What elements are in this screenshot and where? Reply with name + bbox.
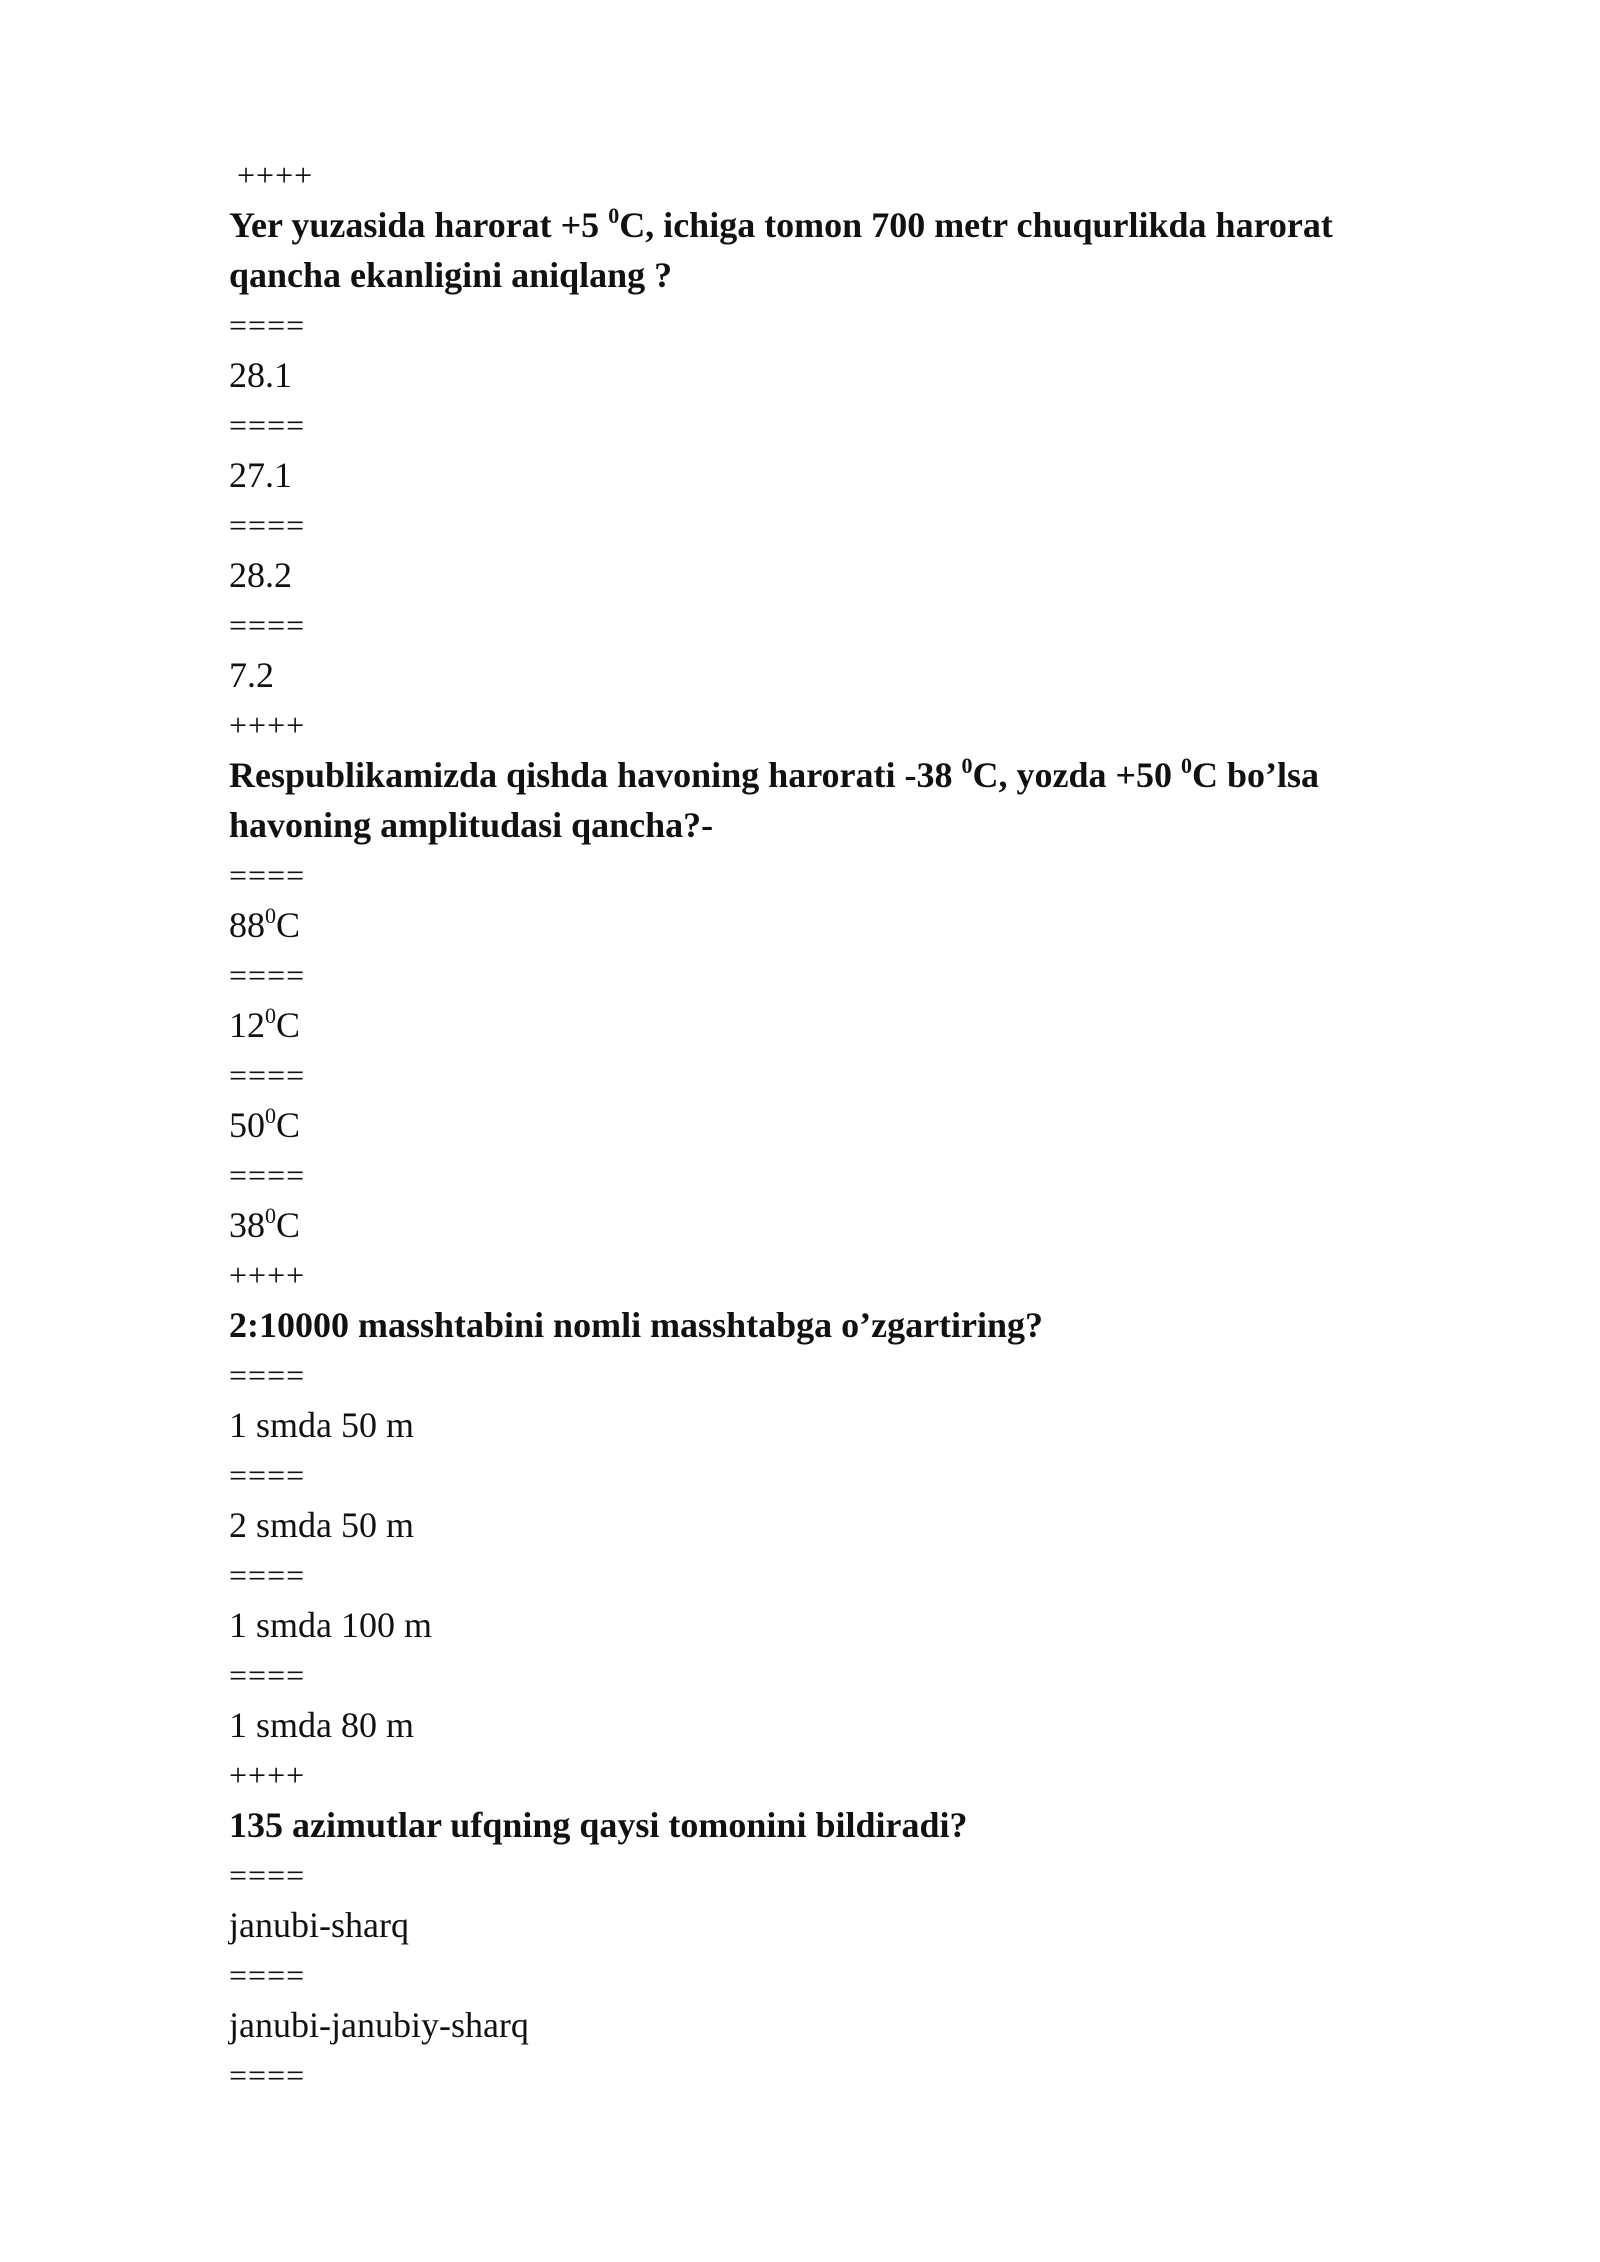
- question-line: [229, 1800, 1409, 1850]
- option-separator: ====: [229, 1057, 306, 1093]
- text-run: janubi-janubiy-sharq: [229, 2005, 529, 2045]
- question-separator: ++++: [229, 1757, 306, 1793]
- text-run: C: [276, 1205, 301, 1245]
- text-run: C, ichiga tomon 700 metr chuqurlikda harorat: [619, 205, 1333, 245]
- answer-option: [229, 2000, 1409, 2050]
- answer-option: [229, 1400, 1409, 1450]
- text-run: 28.2: [229, 555, 292, 595]
- superscript-degree: 0: [265, 1003, 276, 1028]
- document-page: [229, 150, 1409, 2100]
- answer-option: [229, 350, 1409, 400]
- text-run: C: [276, 1005, 301, 1045]
- superscript-degree: 0: [265, 1103, 276, 1128]
- question-text: [229, 750, 1409, 850]
- text-run: 28.1: [229, 355, 292, 395]
- answer-option: [229, 1600, 1409, 1650]
- text-run: C, yozda +50: [972, 755, 1182, 795]
- question-line: [229, 250, 1409, 300]
- text-run: 50: [229, 1105, 265, 1145]
- answer-option: [229, 1100, 1409, 1150]
- text-run: 1 smda 80 m: [229, 1705, 414, 1745]
- option-separator: ====: [229, 857, 306, 893]
- text-run: qancha ekanligini aniqlang ?: [229, 255, 673, 295]
- answer-option: [229, 1700, 1409, 1750]
- superscript-degree: 0: [1181, 753, 1193, 778]
- question-text: [229, 1800, 1409, 1850]
- option-separator: ====: [229, 957, 306, 993]
- answer-option: [229, 1900, 1409, 1950]
- superscript-degree: 0: [608, 203, 620, 228]
- option-separator: ====: [229, 407, 306, 443]
- question-line: [229, 1300, 1409, 1350]
- text-run: 27.1: [229, 455, 292, 495]
- text-run: 38: [229, 1205, 265, 1245]
- answer-option: [229, 650, 1409, 700]
- text-run: C: [276, 1105, 301, 1145]
- superscript-degree: 0: [265, 1203, 276, 1228]
- text-run: C bo’lsa: [1192, 755, 1320, 795]
- option-separator: ====: [229, 607, 306, 643]
- option-separator: ====: [229, 1657, 306, 1693]
- text-run: janubi-sharq: [229, 1905, 409, 1945]
- option-separator: ====: [229, 1357, 306, 1393]
- text-run: 135 azimutlar ufqning qaysi tomonini bildiradi?: [229, 1805, 968, 1845]
- question-text: [229, 1300, 1409, 1350]
- option-separator: ====: [229, 507, 306, 543]
- answer-option: [229, 1500, 1409, 1550]
- question-line: [229, 200, 1409, 250]
- text-run: 1 smda 50 m: [229, 1405, 414, 1445]
- question-separator: ++++: [229, 1257, 306, 1293]
- text-run: 88: [229, 905, 265, 945]
- question-line: [229, 800, 1409, 850]
- option-separator: ====: [229, 1857, 306, 1893]
- text-run: 12: [229, 1005, 265, 1045]
- answer-option: [229, 1000, 1409, 1050]
- text-run: 7.2: [229, 655, 274, 695]
- answer-option: [229, 1200, 1409, 1250]
- option-separator: ====: [229, 1957, 306, 1993]
- superscript-degree: 0: [961, 753, 973, 778]
- text-run: Yer yuzasida harorat +5: [229, 205, 609, 245]
- text-run: C: [276, 905, 301, 945]
- question-line: [229, 750, 1409, 800]
- option-separator: ====: [229, 1457, 306, 1493]
- text-run: 2:10000 masshtabini nomli masshtabga o’zgartiring?: [229, 1305, 1044, 1345]
- text-run: 2 smda 50 m: [229, 1505, 414, 1545]
- text-run: Respublikamizda qishda havoning harorati -38: [229, 755, 962, 795]
- option-separator: ====: [229, 2057, 306, 2093]
- option-separator: ====: [229, 307, 306, 343]
- question-separator: ++++: [237, 157, 314, 193]
- answer-option: [229, 900, 1409, 950]
- answer-option: [229, 450, 1409, 500]
- text-run: 1 smda 100 m: [229, 1605, 432, 1645]
- text-run: havoning amplitudasi qancha?-: [229, 805, 714, 845]
- superscript-degree: 0: [265, 903, 276, 928]
- question-separator: ++++: [229, 707, 306, 743]
- question-text: [229, 200, 1409, 300]
- option-separator: ====: [229, 1557, 306, 1593]
- option-separator: ====: [229, 1157, 306, 1193]
- answer-option: [229, 550, 1409, 600]
